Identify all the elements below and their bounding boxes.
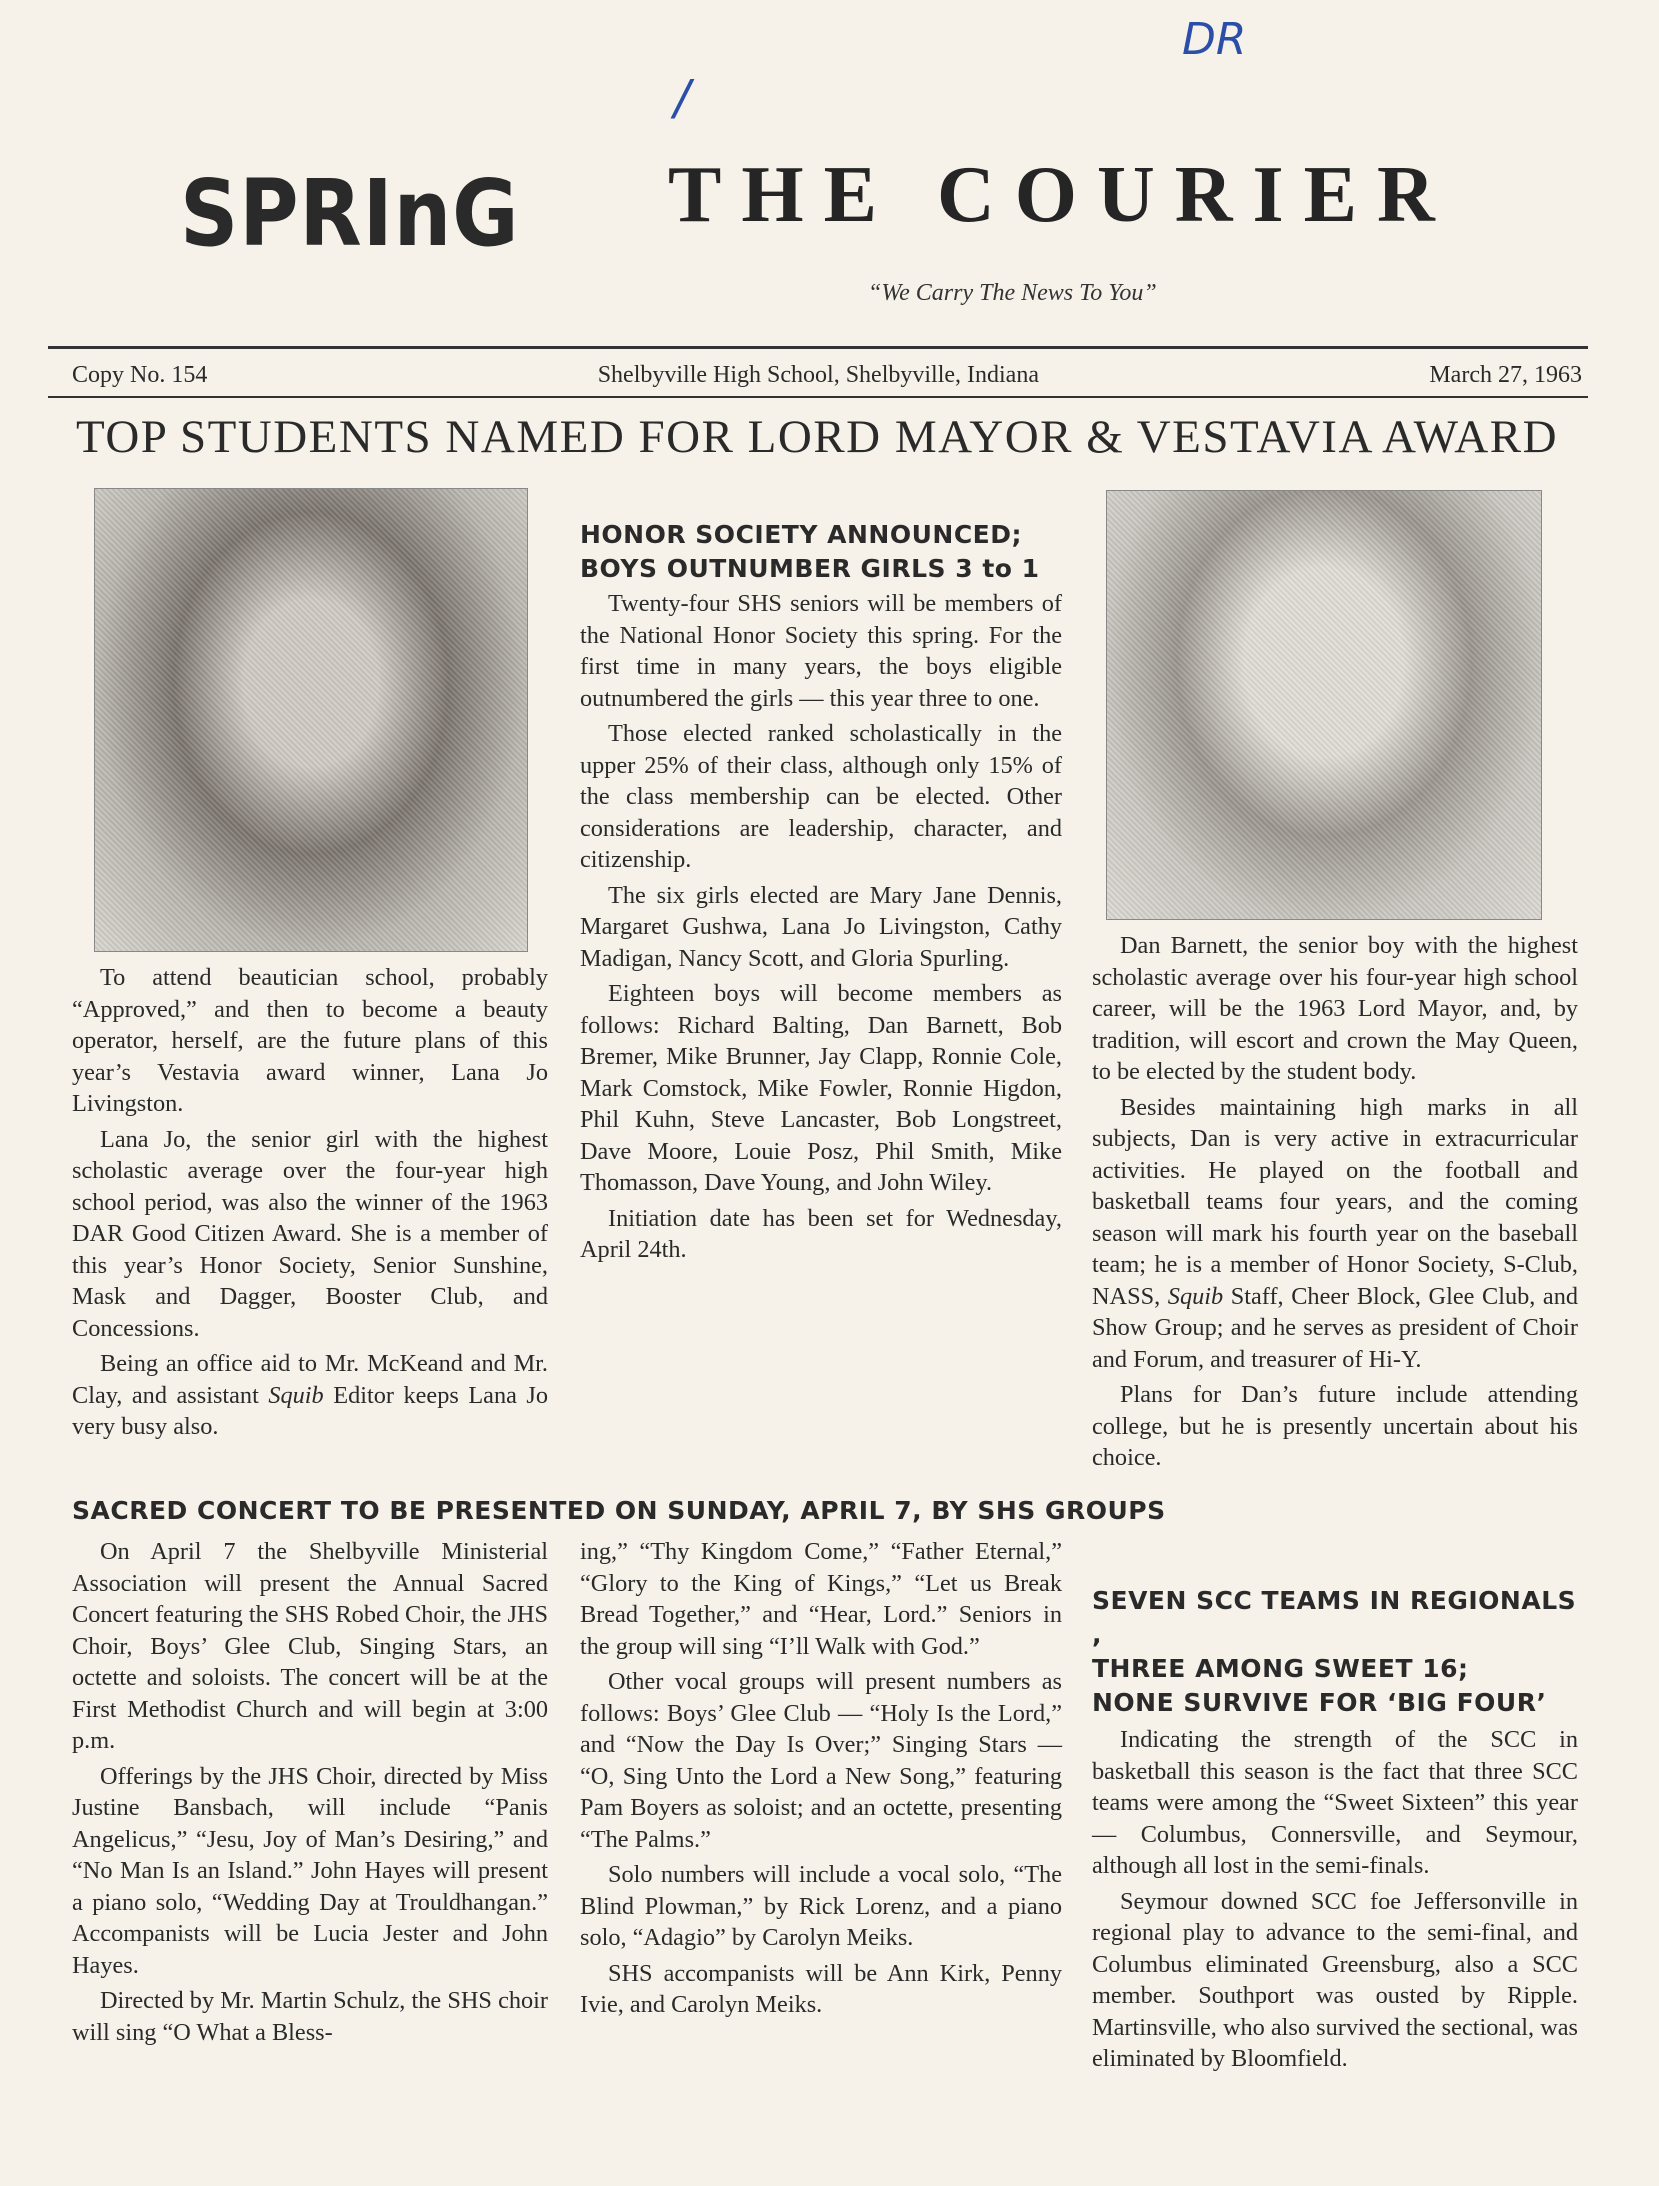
main-banner-headline: TOP STUDENTS NAMED FOR LORD MAYOR & VESTAVIA AWARD xyxy=(76,411,1559,463)
article-paragraph: Those elected ranked scholastically in the upper 25% of their class, although only 15% of the class membership can be elected. Other considerations are leadership, character, and citizenship. xyxy=(580,720,1062,873)
article-paragraph: The six girls elected are Mary Jane Dennis, Margaret Gushwa, Lana Jo Livingston, Cathy Madigan, Nancy Scott, and Gloria Spurling. xyxy=(580,881,1062,972)
issue-date: March 27, 1963 xyxy=(1429,362,1582,388)
article-paragraph: Solo numbers will include a vocal solo, “The Blind Plowman,” by Rick Lorenz, and a piano solo, “Adagio” by Carolyn Meiks. xyxy=(580,1861,1062,1951)
article-paragraph: Being an office aid to Mr. McKeand and Mr. Clay, and assistant Squib Editor keeps Lana Jo very busy also. xyxy=(72,1350,548,1440)
article-paragraph: Seymour downed SCC foe Jeffersonville in regional play to advance to the semi-final, and Columbus eliminated Greensburg, also a SCC member. Southport was ousted by Ripple. Martinsville, who also survived the sectional, was eliminated by Bloomfield. xyxy=(1092,1887,1578,2072)
sacred-concert-column-2 xyxy=(580,1536,1062,2021)
issue-info-bar xyxy=(72,362,1582,389)
masthead-rule-top xyxy=(48,346,1588,349)
article-paragraph: Besides maintaining high marks in all subjects, Dan is very active in extracurricular activities. He played on the football and basketball teams four years, and the coming season will mark his fourth year on the baseball team; he is a member of Honor Society, S-Club, NASS, Squib Staff, Cheer Block, Glee Club, and Show Group; and he serves as president of Choir and Forum, and treasurer of Hi-Y. xyxy=(1092,1093,1578,1373)
article-paragraph: Lana Jo, the senior girl with the highest scholastic average over the four-year high school period, was also the winner of the 1963 DAR Good Citizen Award. She is a member of this year’s Honor Society, Senior Sunshine, Mask and Dagger, Booster Club, and Concessions. xyxy=(72,1125,548,1342)
article-paragraph: Eighteen boys will become members as follows: Richard Balting, Dan Barnett, Bob Bremer, Mike Brunner, Jay Clapp, Ronnie Cole, Mark Comstock, Mike Fowler, Ronnie Higdon, Phil Kuhn, Steve Lancaster, Bob Longstreet, Dave Moore, Louie Posz, Phil Smith, Mike Thomasson, Dave Young, and John Wiley. xyxy=(580,980,1062,1196)
honor-society-headline: HONOR SOCIETY ANNOUNCED; xyxy=(580,520,1022,549)
copy-number: Copy No. 154 xyxy=(72,362,208,388)
article-paragraph: Indicating the strength of the SCC in basketball this season is the fact that three SCC teams were among the “Sweet Sixteen” this year — Columbus, Connersville, and Seymour, although all lost in the semi-finals. xyxy=(1092,1726,1578,1879)
article-paragraph: On April 7 the Shelbyville Ministerial Association will present the Annual Sacred Concert featuring the SHS Robed Choir, the JHS Choir, Boys’ Glee Club, Singing Stars, an octette and soloists. The concert will be at the First Methodist Church and will begin at 3:00 p.m. xyxy=(72,1538,548,1754)
honor-society-subheadline: BOYS OUTNUMBER GIRLS 3 to 1 xyxy=(580,554,1040,583)
masthead-rule-bottom xyxy=(48,396,1588,398)
lord-mayor-article xyxy=(1092,930,1578,1474)
article-paragraph: Other vocal groups will present numbers as follows: Boys’ Glee Club — “Holy Is the Lord,” and “Now the Day Is Over;” Singing Stars — “O, Sing Unto the Lord a New Song,” featuring Pam Boyers as soloist; and an octette, presenting “The Palms.” xyxy=(580,1668,1062,1853)
school-name: Shelbyville High School, Shelbyville, Indiana xyxy=(597,362,1039,388)
article-paragraph: SHS accompanists will be Ann Kirk, Penny Ivie, and Carolyn Meiks. xyxy=(580,1959,1062,2018)
article-paragraph: Plans for Dan’s future include attending college, but he is presently uncertain about his choice. xyxy=(1092,1381,1578,1471)
lana-jo-portrait-photo xyxy=(94,488,528,952)
spring-edition-label: SPRInG xyxy=(180,160,520,267)
newspaper-title: THE COURIER xyxy=(668,151,1455,239)
scc-headline-line-1: SEVEN SCC TEAMS IN REGIONALS , xyxy=(1092,1586,1577,1649)
scc-headline-line-3: NONE SURVIVE FOR ‘BIG FOUR’ xyxy=(1092,1688,1547,1717)
article-paragraph: Initiation date has been set for Wednesday, April 24th. xyxy=(580,1204,1062,1263)
scc-regionals-article xyxy=(1092,1584,1578,2075)
article-paragraph: Offerings by the JHS Choir, directed by Miss Justine Bansbach, will include “Panis Angelicus,” “Jesu, Joy of Man’s Desiring,” and “No Man Is an Island.” John Hayes will present a piano solo, “Wedding Day at Trouldhangan.” Accompanists will be Lucia Jester and John Hayes. xyxy=(72,1762,548,1979)
sacred-concert-column-1 xyxy=(72,1536,548,2048)
dan-barnett-portrait-photo xyxy=(1106,490,1542,920)
honor-society-article xyxy=(580,518,1062,1266)
handwritten-dr-mark: DR xyxy=(1182,14,1247,65)
handwritten-slash-mark: / xyxy=(674,70,691,126)
article-paragraph: Dan Barnett, the senior boy with the highest scholastic average over his four-year high school career, will be the 1963 Lord Mayor, and, by tradition, will escort and crown the May Queen, to be elected by the student body. xyxy=(1092,932,1578,1085)
sacred-concert-headline: SACRED CONCERT TO BE PRESENTED ON SUNDAY, APRIL 7, BY SHS GROUPS xyxy=(72,1496,1166,1525)
article-paragraph: Twenty-four SHS seniors will be members of the National Honor Society this spring. For the first time in many years, the boys eligible outnumbered the girls — this year three to one. xyxy=(580,590,1062,712)
vestavia-award-article xyxy=(72,962,548,1443)
article-paragraph: Directed by Mr. Martin Schulz, the SHS choir will sing “O What a Bless- xyxy=(72,1987,548,2046)
article-paragraph: ing,” “Thy Kingdom Come,” “Father Eternal,” “Glory to the King of Kings,” “Let us Break Bread Together,” and “Hear, Lord.” Seniors in the group will sing “I’ll Walk with God.” xyxy=(580,1538,1062,1660)
scc-headline-line-2: THREE AMONG SWEET 16; xyxy=(1092,1654,1469,1683)
newspaper-motto: “We Carry The News To You” xyxy=(868,280,1157,306)
article-paragraph: To attend beautician school, probably “Approved,” and then to become a beauty operator, herself, are the future plans of this year’s Vestavia award winner, Lana Jo Livingston. xyxy=(72,964,548,1117)
